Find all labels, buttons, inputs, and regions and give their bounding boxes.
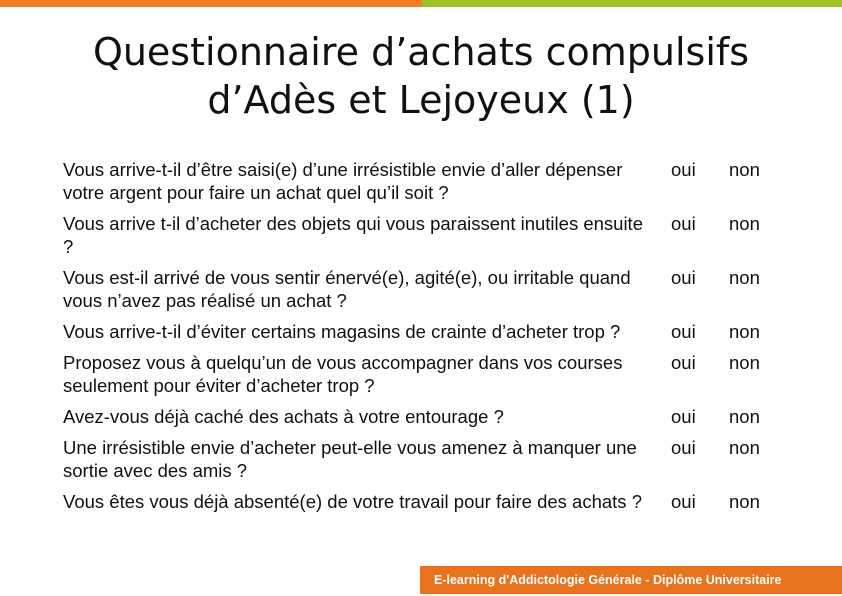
answer-non: non [729, 321, 760, 342]
answer-oui: oui [671, 267, 696, 288]
question-text: Proposez vous à quelqu’un de vous accompagner dans vos courses seulement pour éviter d’acheter trop ? [63, 352, 623, 396]
question-row [63, 266, 783, 312]
question-row [63, 436, 783, 482]
questionnaire-list [63, 158, 783, 513]
answer-non: non [729, 437, 760, 458]
question-row [63, 351, 783, 397]
top-bar-orange-segment [0, 0, 422, 7]
answer-non: non [729, 267, 760, 288]
question-text: Avez-vous déjà caché des achats à votre entourage ? [63, 406, 504, 427]
question-row [63, 212, 783, 258]
question-text: Vous arrive t-il d’acheter des objets qui vous paraissent inutiles ensuite ? [63, 213, 643, 257]
answer-oui: oui [671, 491, 696, 512]
answer-non: non [729, 159, 760, 180]
top-color-bar [0, 0, 842, 7]
slide-title-line2: d’Adès et Lejoyeux (1) [207, 78, 635, 122]
question-row [63, 405, 783, 428]
slide-title-line1: Questionnaire d’achats compulsifs [92, 30, 750, 74]
answer-non: non [729, 406, 760, 427]
answer-oui: oui [671, 321, 696, 342]
slide-title [0, 28, 842, 124]
answer-oui: oui [671, 213, 696, 234]
answer-oui: oui [671, 352, 696, 373]
footer-banner [420, 566, 842, 594]
answer-non: non [729, 213, 760, 234]
answer-non: non [729, 352, 760, 373]
answer-non: non [729, 491, 760, 512]
question-row [63, 158, 783, 204]
question-text: Vous arrive-t-il d’être saisi(e) d’une irrésistible envie d’aller dépenser votre argent pour faire un achat quel qu’il soit ? [63, 159, 623, 203]
question-text: Vous est-il arrivé de vous sentir énervé(e), agité(e), ou irritable quand vous n’avez pas réalisé un achat ? [63, 267, 631, 311]
question-text: Vous arrive-t-il d’éviter certains magasins de crainte d’acheter trop ? [63, 321, 621, 342]
question-text: Une irrésistible envie d’acheter peut-elle vous amenez à manquer une sortie avec des amis ? [63, 437, 637, 481]
question-text: Vous êtes vous déjà absenté(e) de votre travail pour faire des achats ? [63, 491, 642, 512]
footer-text: E-learning d'Addictologie Générale - Diplôme Universitaire [434, 573, 782, 587]
question-row [63, 490, 783, 513]
question-row [63, 320, 783, 343]
answer-oui: oui [671, 406, 696, 427]
answer-oui: oui [671, 437, 696, 458]
answer-oui: oui [671, 159, 696, 180]
top-bar-green-segment [422, 0, 842, 7]
